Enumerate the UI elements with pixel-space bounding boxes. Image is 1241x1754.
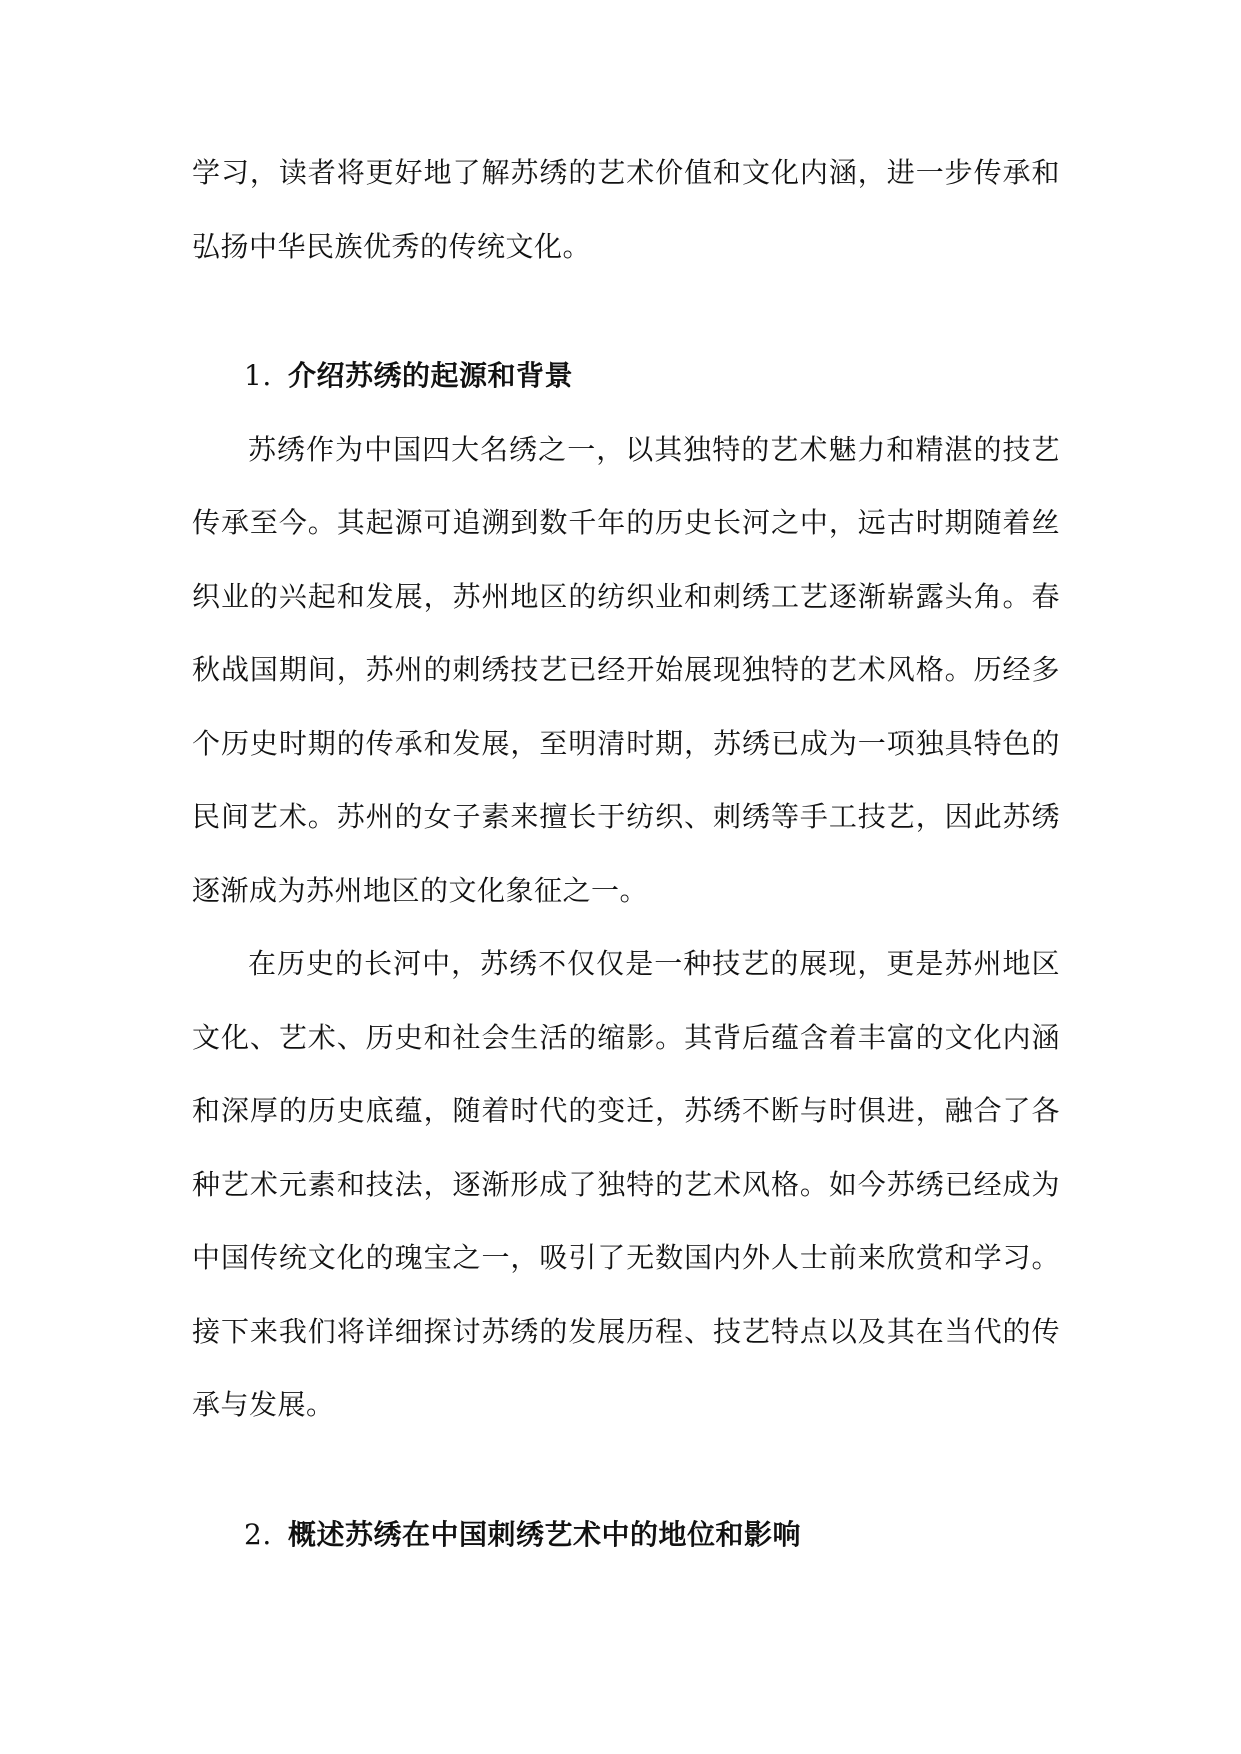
- section-1-number: 1.: [244, 359, 272, 392]
- section-1-title: 介绍苏绣的起源和背景: [288, 359, 574, 392]
- spacer: [192, 1442, 1060, 1498]
- section-2-heading: [192, 1498, 1060, 1572]
- section-1-paragraph-2: 在历史的长河中，苏绣不仅仅是一种技艺的展现，更是苏州地区文化、艺术、历史和社会生活的缩影。其背后蕴含着丰富的文化内涵和深厚的历史底蕴，随着时代的变迁，苏绣不断与时俱进，融合了各种艺术元素和技法，逐渐形成了独特的艺术风格。如今苏绣已经成为中国传统文化的瑰宝之一，吸引了无数国内外人士前来欣赏和学习。接下来我们将详细探讨苏绣的发展历程、技艺特点以及其在当代的传承与发展。: [192, 947, 1060, 1421]
- section-1-paragraph-1: 苏绣作为中国四大名绣之一，以其独特的艺术魅力和精湛的技艺传承至今。其起源可追溯到数千年的历史长河之中，远古时期随着丝织业的兴起和发展，苏州地区的纺织业和刺绣工艺逐渐崭露头角。春秋战国期间，苏州的刺绣技艺已经开始展现独特的艺术风格。历经多个历史时期的传承和发展，至明清时期，苏绣已成为一项独具特色的民间艺术。苏州的女子素来擅长于纺织、刺绣等手工技艺，因此苏绣逐渐成为苏州地区的文化象征之一。: [192, 432, 1060, 907]
- section-2-title: 概述苏绣在中国刺绣艺术中的地位和影响: [288, 1517, 802, 1551]
- section-1-heading: [192, 339, 1060, 413]
- document-body: [192, 136, 1060, 1571]
- intro-paragraph: 学习，读者将更好地了解苏绣的艺术价值和文化内涵，进一步传承和弘扬中华民族优秀的传统文化。: [192, 156, 1060, 263]
- section-2-number: 2.: [244, 1517, 272, 1551]
- spacer: [192, 283, 1060, 339]
